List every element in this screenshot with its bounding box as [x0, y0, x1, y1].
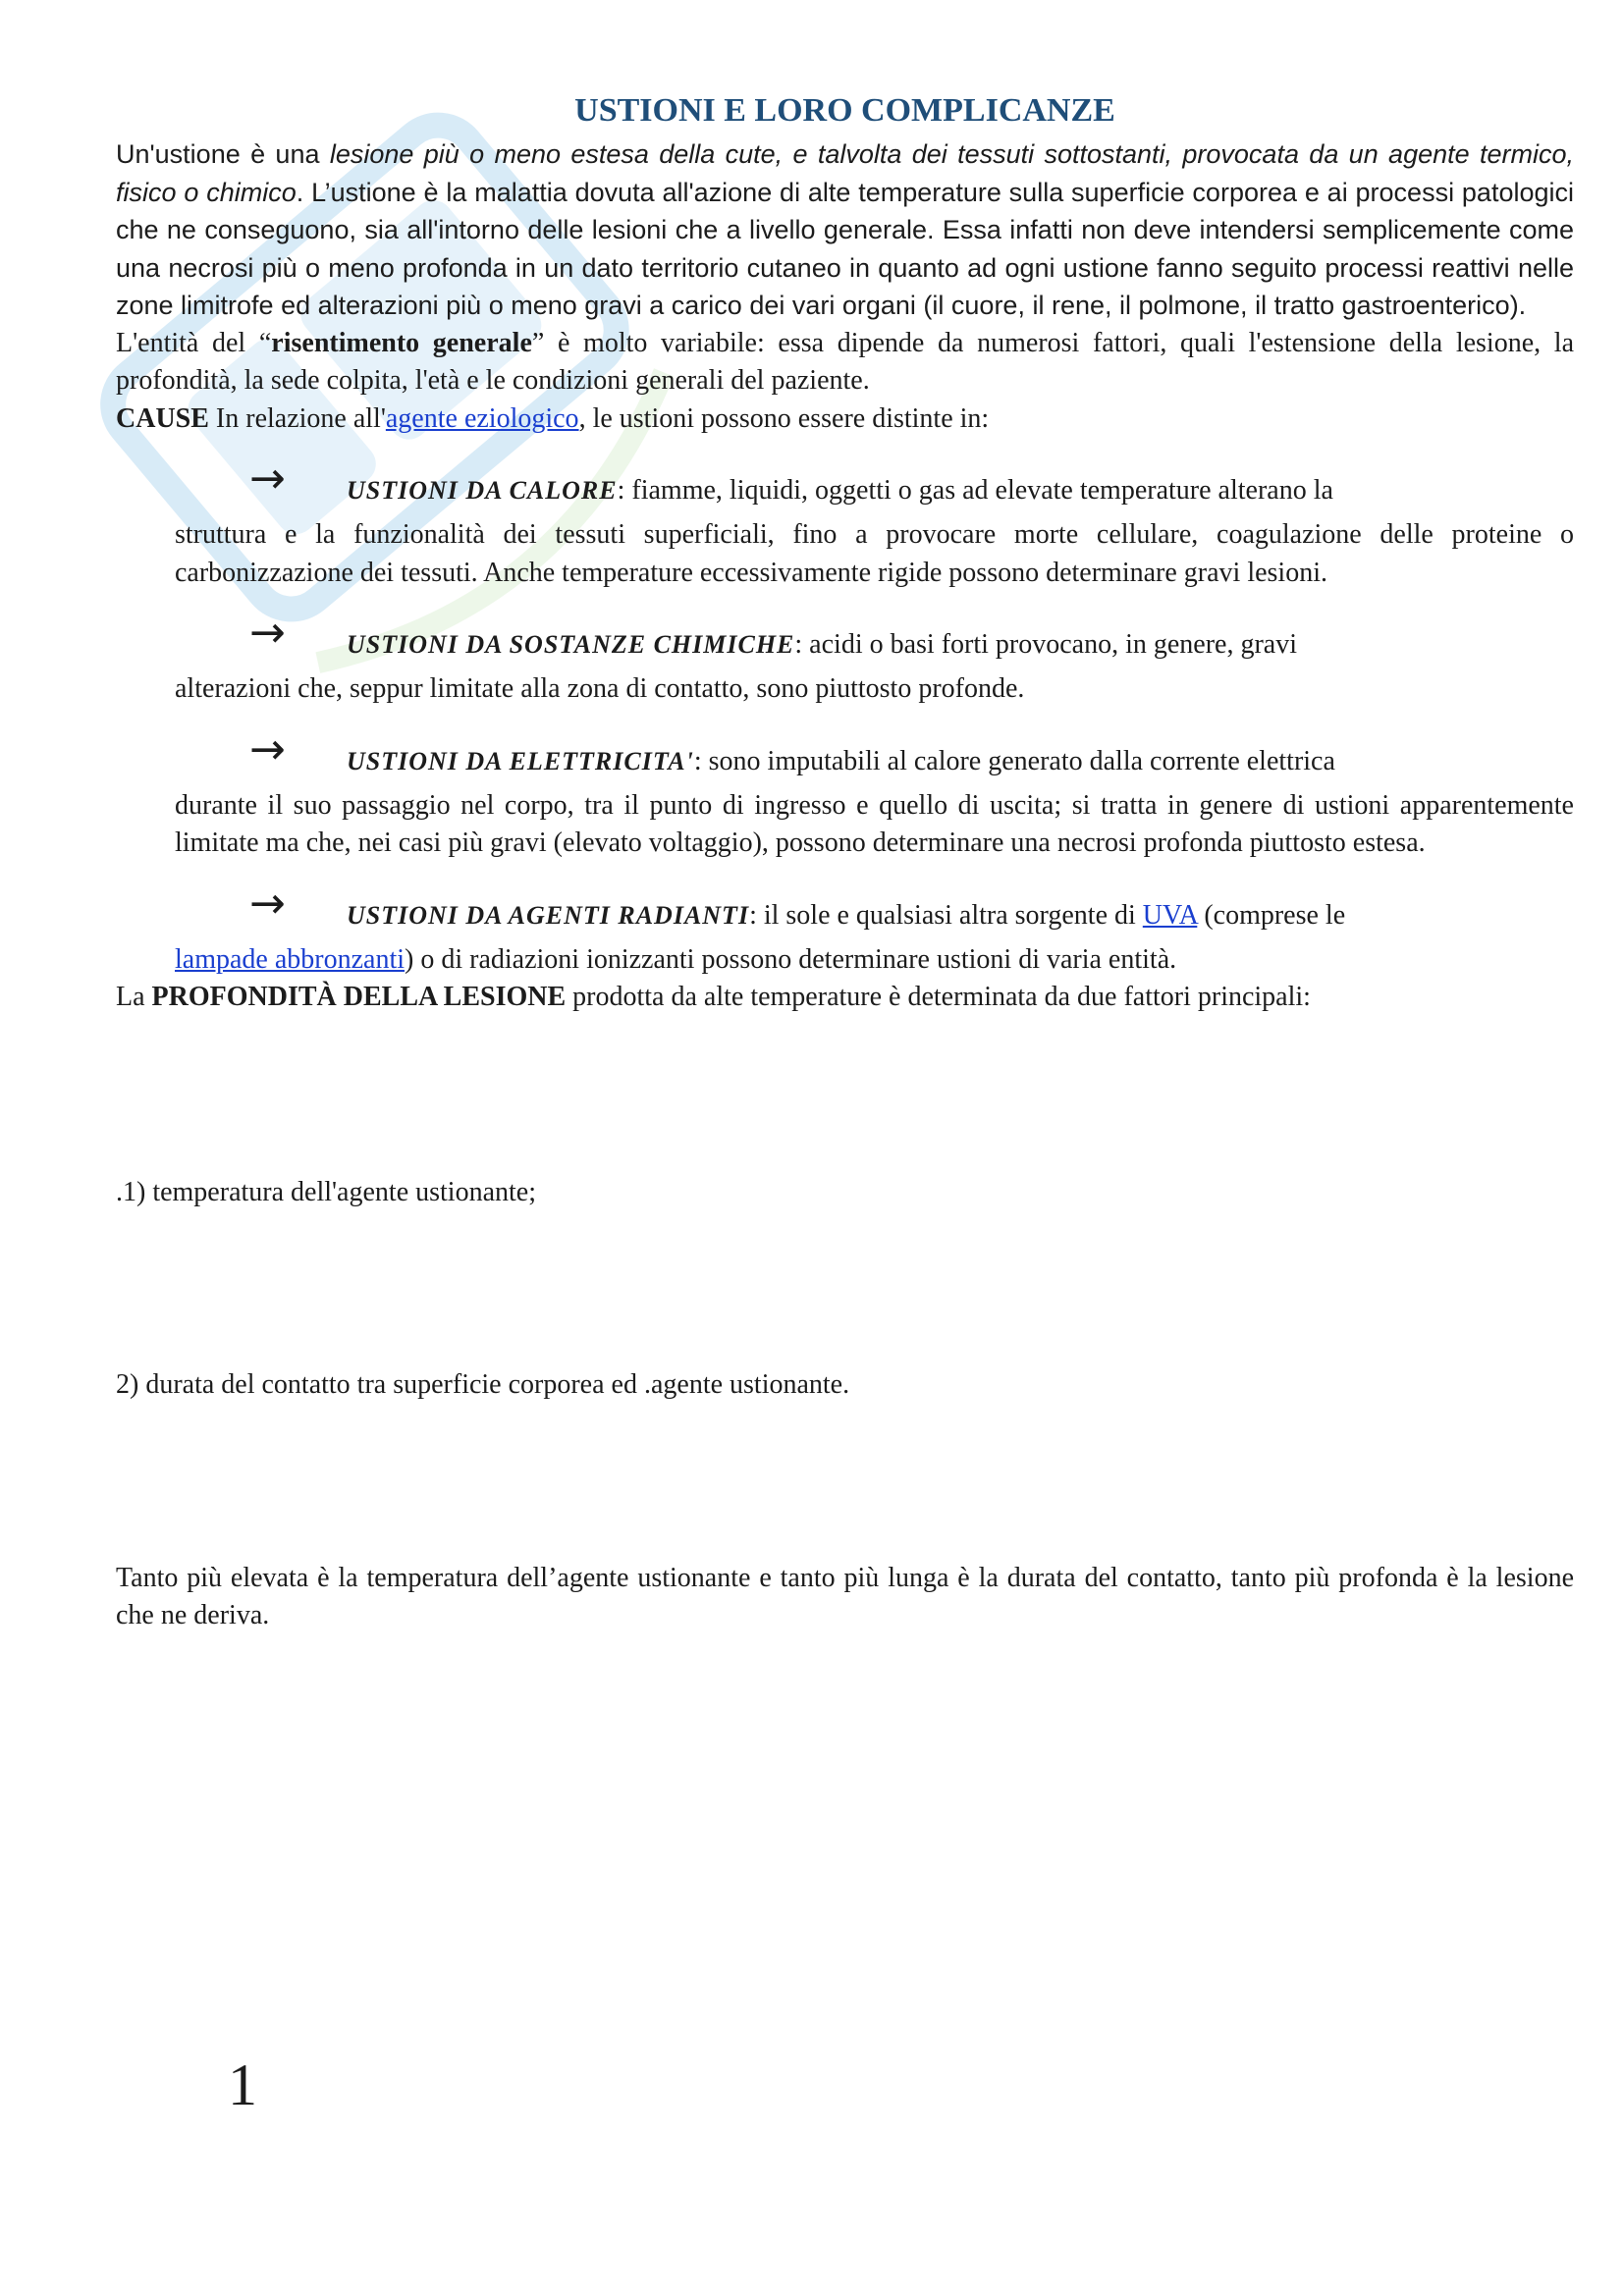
arrow-icon: → — [249, 878, 286, 929]
document-page — [116, 90, 1574, 1635]
intro-paragraph-1: Un'ustione è una lesione più o meno estesa della cute, e talvolta dei tessuti sottostanti, provocata da un agente termico, fisico o chimico. L’ustione è la malattia dovuta all'azione di alte temperature sulla superficie corporea e ai processi patologici che ne conseguono, sia all'intorno delle lesioni che a livello generale. Essa infatti non deve intendersi semplicemente come una necrosi più o meno profonda in un dato territorio cutaneo in quanto ad ogni ustione fanno seguito processi reattivi nelle zone limitrofe ed alterazioni più o meno gravi a carico dei vari organi (il cuore, il rene, il polmone, il tratto gastroenterico). — [116, 139, 1574, 320]
bold-term: risentimento generale — [271, 327, 532, 358]
cause-title: USTIONI DA SOSTANZE CHIMICHE — [347, 630, 795, 659]
page-title: USTIONI E LORO COMPLICANZE — [574, 92, 1115, 129]
cause-title: USTIONI DA AGENTI RADIANTI — [347, 900, 750, 930]
cause-item-elettricita: → USTIONI DA ELETTRICITA': sono imputabili al calore generato dalla corrente elettrica durante il suo passaggio nel corpo, tra il punto di ingresso e quello di uscita; si tratta in genere di ustioni apparentemente limitate ma che, nei casi più gravi (elevato voltaggio), possono determinare una necrosi profonda piuttosto estesa. — [175, 723, 1574, 858]
arrow-icon: → — [249, 723, 286, 774]
depth-paragraph: La PROFONDITÀ DELLA LESIONE prodotta da alte temperature è determinata da due fattori principali: — [116, 982, 1311, 1012]
arrow-icon: → — [249, 608, 286, 658]
closing-paragraph: Tanto più elevata è la temperatura dell’agente ustionante e tanto più lunga è la durata del contatto, tanto più profonda è la lesione che ne deriva. — [116, 1562, 1574, 1630]
arrow-icon: → — [249, 454, 286, 504]
definition-italic: lesione più o meno estesa della cute, e talvolta dei tessuti sottostanti, provocata da un agente termico, fisico o chimico — [116, 139, 1574, 207]
link-uva[interactable]: UVA — [1142, 899, 1198, 931]
cause-label: CAUSE — [116, 402, 209, 434]
cause-item-chimiche: → USTIONI DA SOSTANZE CHIMICHE: acidi o basi forti provocano, in genere, gravi alterazioni che, seppur limitate alla zona di contatto, sono piuttosto profonde. — [175, 608, 1298, 704]
intro-paragraph-2: L'entità del “risentimento generale” è molto variabile: essa dipende da numerosi fattori, quali l'estensione della lesione, la profondità, la sede colpita, l'età e le condizioni generali del paziente. — [116, 327, 1574, 396]
link-agente-eziologico[interactable]: agente eziologico — [385, 402, 579, 434]
factor-item-1: .1) temperatura dell'agente ustionante; — [116, 1176, 536, 1207]
cause-item-radianti: → USTIONI DA AGENTI RADIANTI: il sole e qualsiasi altra sorgente di UVA (comprese le lampade abbronzanti) o di radiazioni ionizzanti possono determinare ustioni di varia entità. — [175, 878, 1346, 975]
cause-intro: CAUSE In relazione all'agente eziologico, le ustioni possono essere distinte in: — [116, 402, 990, 434]
cause-title: USTIONI DA ELETTRICITA' — [347, 746, 694, 775]
bold-term: PROFONDITÀ DELLA LESIONE — [151, 982, 567, 1012]
factor-item-2: 2) durata del contatto tra superficie corporea ed .agente ustionante. — [116, 1369, 850, 1400]
page-number: 1 — [228, 2053, 257, 2117]
cause-item-calore: → USTIONI DA CALORE: fiamme, liquidi, oggetti o gas ad elevate temperature alterano la struttura e la funzionalità dei tessuti superficiali, fino a provocare morte cellulare, coagulazione delle proteine o carbonizzazione dei tessuti. Anche temperature eccessivamente rigide possono determinare gravi lesioni. — [175, 454, 1574, 588]
link-lampade-abbronzanti[interactable]: lampade abbronzanti — [175, 943, 406, 975]
cause-title: USTIONI DA CALORE — [347, 476, 618, 505]
